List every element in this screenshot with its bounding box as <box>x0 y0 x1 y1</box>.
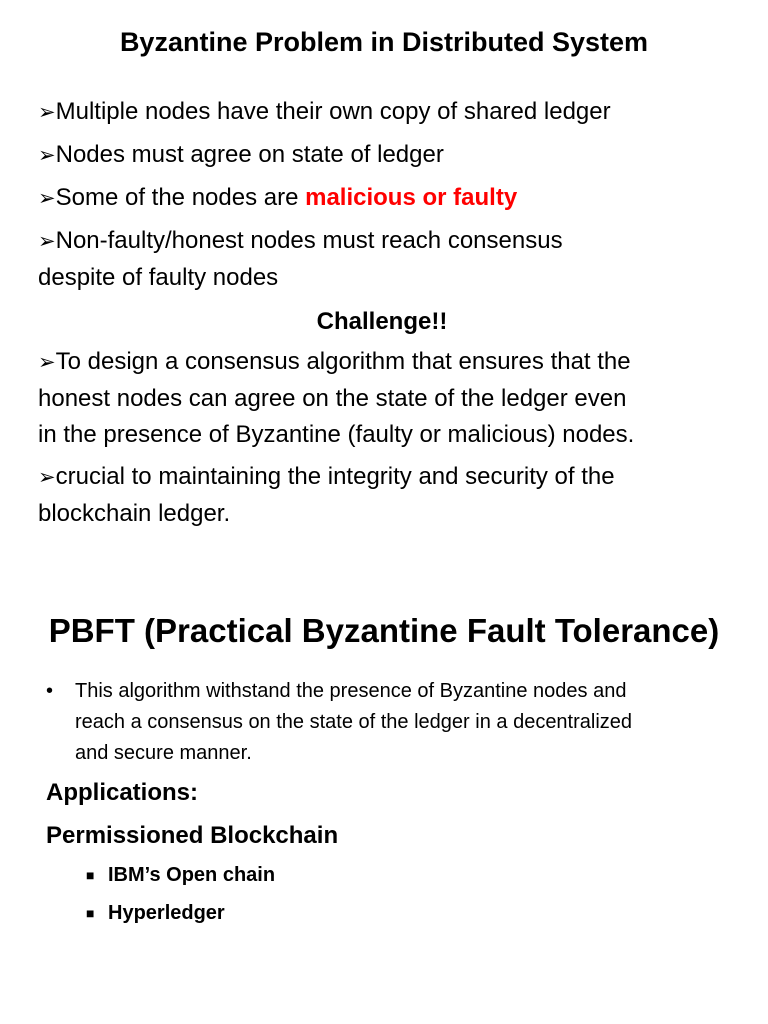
point-crucial-integrity <box>38 459 738 532</box>
square-bullet-icon: ■ <box>86 905 95 921</box>
point-shared-ledger <box>38 94 738 131</box>
point-honest-consensus <box>38 223 738 296</box>
point-text-line3: in the presence of Byzantine (faulty or malicious) nodes. <box>38 421 635 448</box>
sub-item-ibm-open-chain: IBM’s Open chain <box>108 864 276 886</box>
point-text-line1: crucial to maintaining the integrity and security of the <box>55 463 615 490</box>
arrow-bullet-icon: ➢ <box>38 230 56 253</box>
permissioned-heading: Permissioned Blockchain <box>46 822 339 849</box>
point-text-line2: despite of faulty nodes <box>38 264 279 291</box>
point-text-line2: blockchain ledger. <box>38 500 231 527</box>
arrow-bullet-icon: ➢ <box>38 351 56 374</box>
slide-title-pbft: PBFT (Practical Byzantine Fault Tolerance) <box>48 612 720 649</box>
arrow-bullet-icon: ➢ <box>38 101 56 124</box>
challenge-label: Challenge!! <box>316 308 448 335</box>
point-text: Some of the nodes are <box>55 184 306 211</box>
point-text: Multiple nodes have their own copy of shared ledger <box>55 98 611 125</box>
point-text-line1: To design a consensus algorithm that ensures that the <box>55 348 631 375</box>
description-line1: This algorithm withstand the presence of Byzantine nodes and <box>75 680 627 702</box>
description-line3: and secure manner. <box>75 742 252 764</box>
point-design-consensus <box>38 344 738 453</box>
arrow-bullet-icon: ➢ <box>38 187 56 210</box>
description-line2: reach a consensus on the state of the ledger in a decentralized <box>75 711 633 733</box>
arrow-bullet-icon: ➢ <box>38 144 56 167</box>
point-text-line2: honest nodes can agree on the state of the ledger even <box>38 385 627 412</box>
point-text: Nodes must agree on state of ledger <box>55 141 444 168</box>
square-bullet-icon: ■ <box>86 867 95 883</box>
point-text-line1: Non-faulty/honest nodes must reach consensus <box>55 227 563 254</box>
arrow-bullet-icon: ➢ <box>38 466 56 489</box>
slide-title-byzantine: Byzantine Problem in Distributed System <box>119 27 649 57</box>
pbft-description <box>75 676 735 769</box>
round-bullet-icon: • <box>46 680 54 702</box>
applications-heading: Applications: <box>46 779 199 806</box>
point-malicious-nodes <box>38 180 738 217</box>
point-agree-state <box>38 137 738 174</box>
sub-item-hyperledger: Hyperledger <box>108 902 225 924</box>
highlight-malicious: malicious or faulty <box>305 184 518 211</box>
